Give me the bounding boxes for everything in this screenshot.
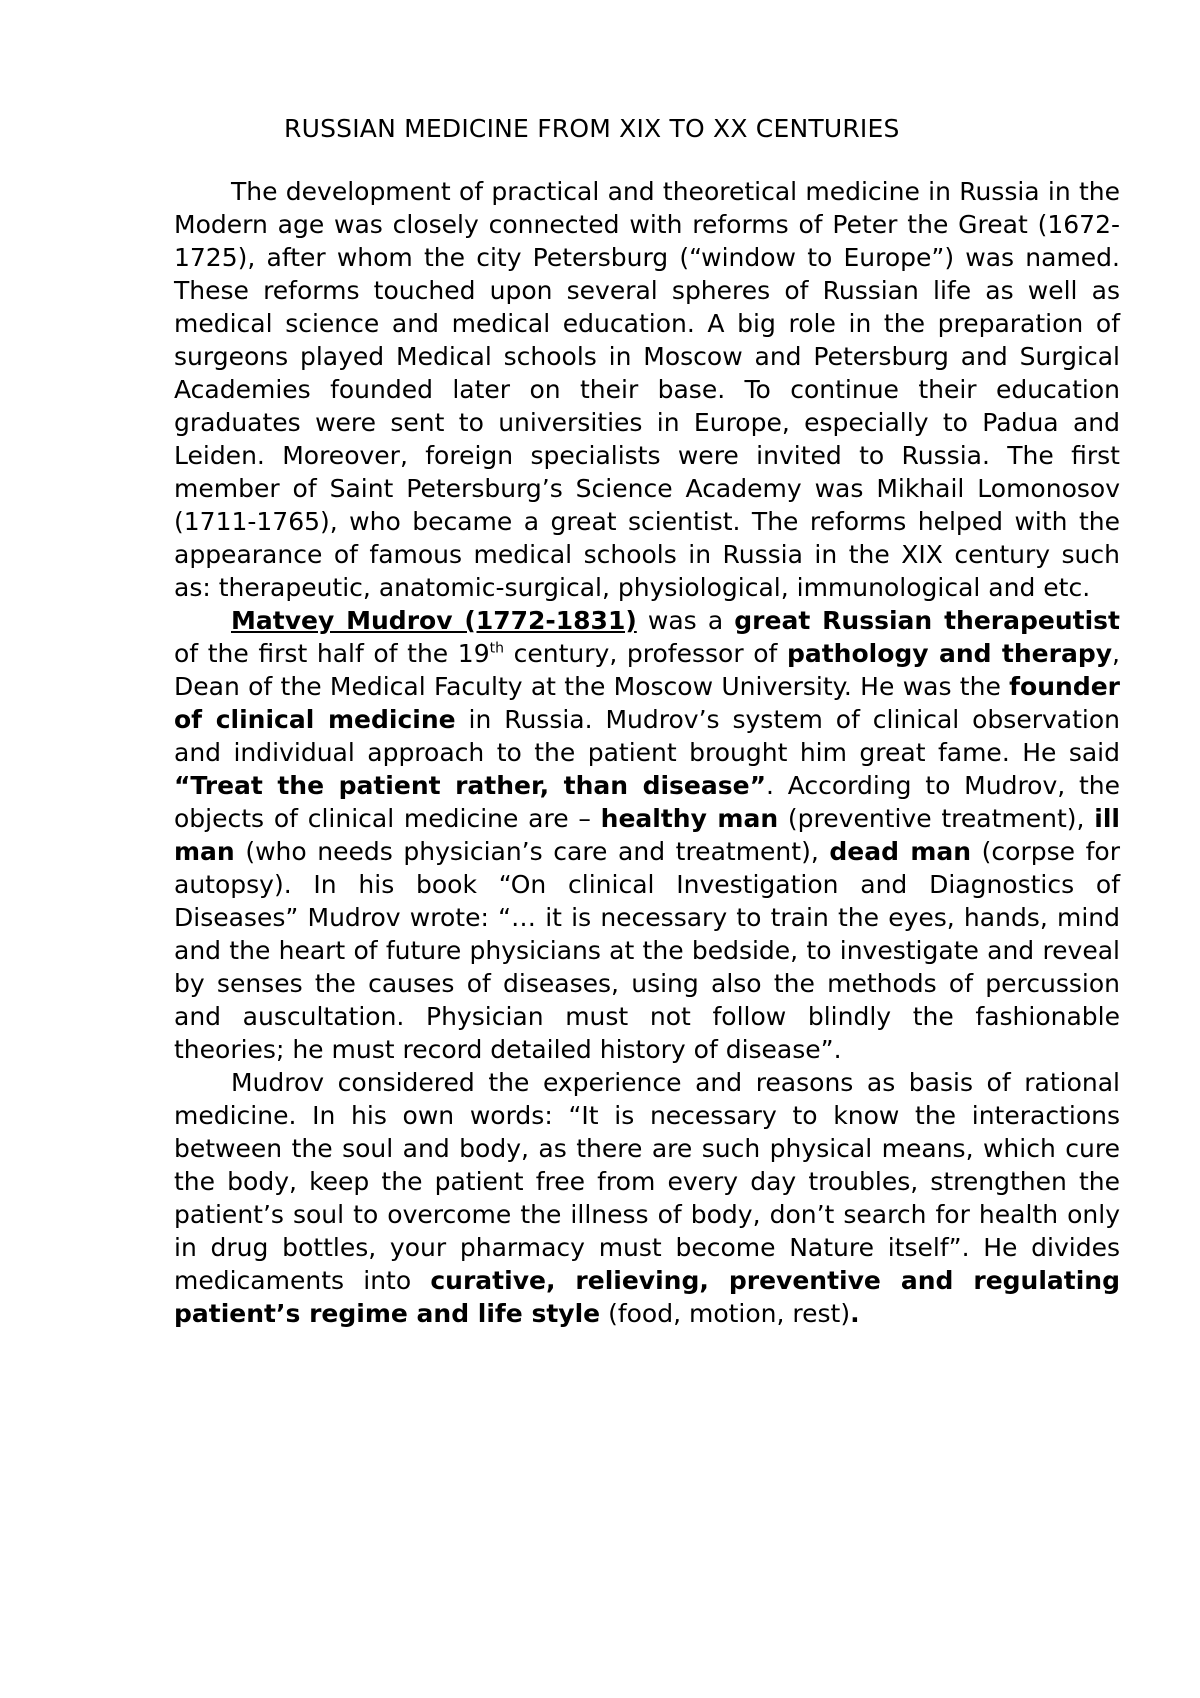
bold-term: pathology and therapy — [786, 639, 1113, 668]
bold-term: ill man — [174, 804, 1120, 866]
text-run: (who needs physician’s care and treatment), — [234, 837, 830, 866]
text-run: Mudrov considered the experience and reasons as basis of rational medicine. In his own words: “It is necessary to know the interactions between the soul and body, as there are such physical means, which cure the body, keep the patient free from every day troubles, strengthen the patient’s soul to overcome the illness of body, don’t search for health only in drug bottles, your pharmacy must become Nature itself”. He divides medicaments into — [174, 1068, 1120, 1295]
bold-term: dead man — [829, 837, 972, 866]
text-run: of the first half of the 19 — [174, 639, 490, 668]
text-run: in Russia. Mudrov’s system of clinical observation and individual approach to the patient brought him great fame. He said — [174, 705, 1120, 767]
bold-term: founder of clinical medicine — [174, 672, 1120, 734]
bold-term: healthy man — [600, 804, 779, 833]
bold-quote: “Treat the patient rather, than disease” — [174, 771, 767, 800]
text-run: century, professor of — [504, 639, 787, 668]
text-run: , Dean of the Medical Faculty at the Moscow University. He was the — [174, 639, 1120, 701]
text-run: . According to Mudrov, the objects of clinical medicine are – — [174, 771, 1120, 833]
mudrov-name: Matvey Mudrov (1772-1831) — [231, 606, 637, 635]
paragraph-intro-text: The development of practical and theoretical medicine in Russia in the Modern age was closely connected with reforms of Peter the Great (1672-1725), after whom the city Petersburg (“window to Europe”) was named. These reforms touched upon several spheres of Russian life as well as medical science and medical education. A big role in the preparation of surgeons played Medical schools in Moscow and Petersburg and Surgical Academies founded later on their base. To continue their education graduates were sent to universities in Europe, especially to Padua and Leiden. Moreover, foreign specialists were invited to Russia. The first member of Saint Petersburg’s Science Academy was Mikhail Lomonosov (1711-1765), who became a great scientist. The reforms helped with the appearance of famous medical schools in Russia in the XIX century such as: therapeutic, anatomic-surgical, physiological, immunological and etc. — [174, 177, 1120, 602]
text-run: (corpse for autopsy). In his book “On clinical Investigation and Diagnostics of Diseases” Mudrov wrote: “… it is necessary to train the eyes, hands, mind and the heart of future physicians at the bedside, to investigate and reveal by senses the causes of diseases, using also the methods of percussion and auscultation. Physician must not follow blindly the fashionable theories; he must record detailed history of disease”. — [174, 837, 1120, 1064]
text-run: (preventive treatment), — [778, 804, 1095, 833]
text-run: was a — [636, 606, 735, 635]
superscript: th — [489, 640, 504, 657]
bold-term: curative, relieving, preventive and regulating patient’s regime and life style — [174, 1266, 1120, 1328]
paragraph-intro — [174, 175, 1120, 604]
document-title: RUSSIAN MEDICINE FROM XIX TO XX CENTURIES — [284, 114, 900, 143]
paragraph-mudrov — [174, 604, 1120, 1066]
bold-term: great Russian therapeutist — [734, 606, 1121, 635]
bold-period: . — [850, 1299, 860, 1328]
document-page — [174, 112, 1120, 1330]
paragraph-rational-medicine — [174, 1066, 1120, 1330]
text-run: (food, motion, rest) — [600, 1299, 851, 1328]
